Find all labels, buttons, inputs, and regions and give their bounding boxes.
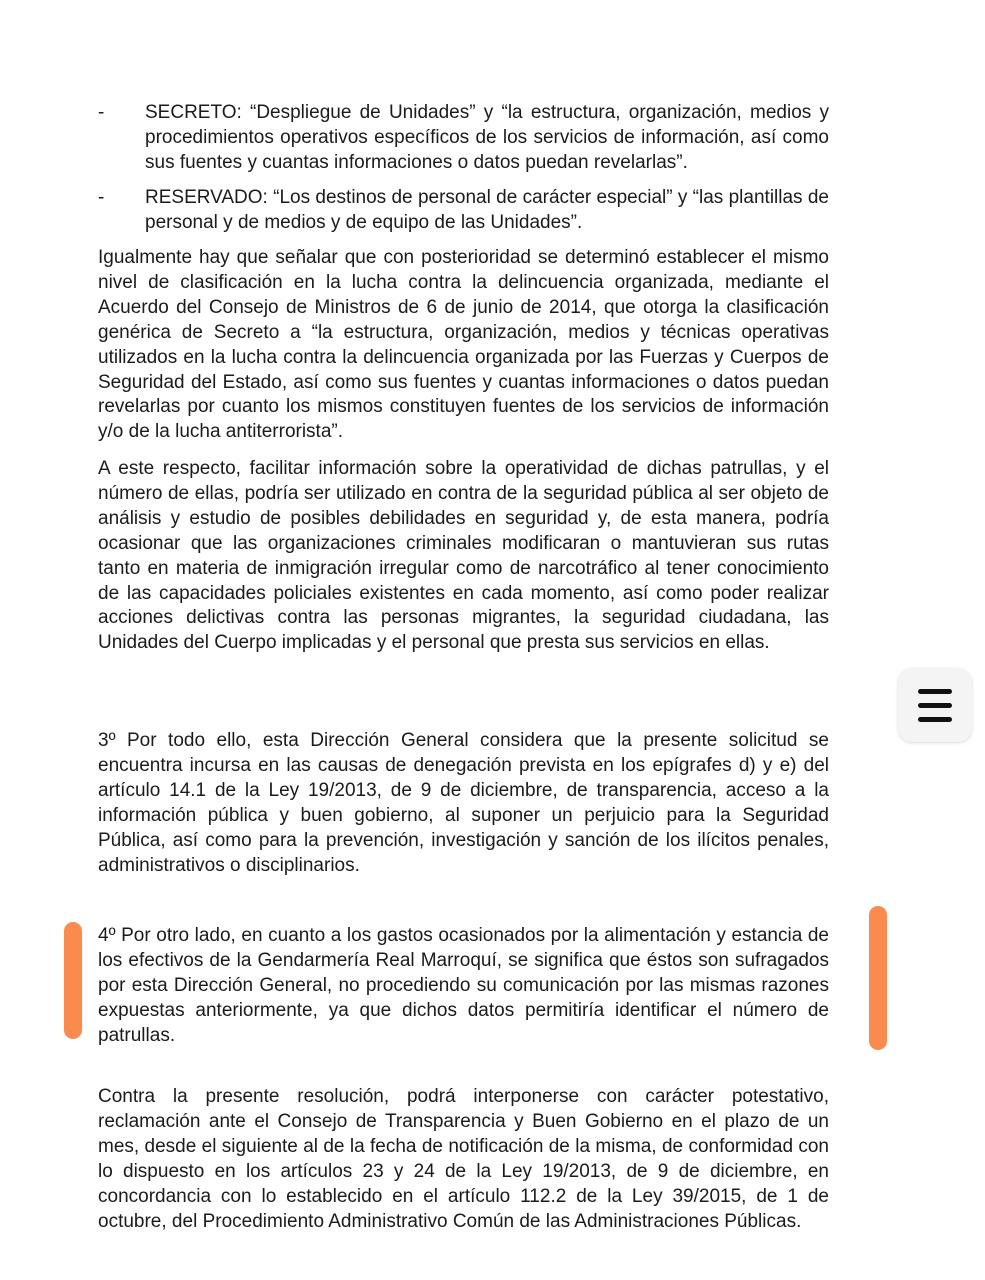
bullet-dash: - xyxy=(98,102,105,123)
highlight-marker-right xyxy=(869,906,887,1050)
paragraph-recurso: Contra la presente resolución, podrá interponerse con carácter potestativo, reclamación ante el Consejo de Transparencia y Buen Gobierno en el plazo de un mes, desde el siguiente al de la fecha de notificación de la misma, de conformidad con lo dispuesto en los artículos 23 y 24 de la Ley 19/2013, de 9 de diciembre, en concordancia con lo establecido en el artículo 112.2 de la Ley 39/2015, de 1 de octubre, del Procedimiento Administrativo Común de las Administraciones Públicas. xyxy=(98,1086,829,1232)
bullet-dash: - xyxy=(98,187,105,208)
paragraph-cuarto: 4º Por otro lado, en cuanto a los gastos ocasionados por la alimentación y estancia de los efectivos de la Gendarmería Real Marroquí, se significa que éstos son sufragados por esta Dirección General, no procediendo su comunicación por las mismas razones expuestas anteriormente, ya que dichos datos permitiría identificar el número de patrullas. xyxy=(98,925,829,1046)
paragraph-tercero: 3º Por todo ello, esta Dirección General considera que la presente solicitud se encuentra incursa en las causas de denegación prevista en los epígrafes d) y e) del artículo 14.1 de la Ley 19/2013, de 9 de diciembre, de transparencia, acceso a la información pública y buen gobierno, al suponer un perjuicio para la Seguridad Pública, así como para la prevención, investigación y sanción de los ilícitos penales, administrativos o disciplinarios. xyxy=(98,730,829,876)
bullet-text-secreto: SECRETO: “Despliegue de Unidades” y “la estructura, organización, medios y procedimientos operativos específicos de los servicios de información, así como sus fuentes y cuantas informaciones o datos puedan revelarlas”. xyxy=(145,102,829,173)
paragraph-operatividad: A este respecto, facilitar información sobre la operatividad de dichas patrullas, y el número de ellas, podría ser utilizado en contra de la seguridad pública al ser objeto de análisis y estudio de posibles debilidades en seguridad y, de esta manera, podría ocasionar que las organizaciones criminales modificaran o mantuvieran sus rutas tanto en materia de inmigración irregular como de narcotráfico al tener conocimiento de las capacidades policiales existentes en cada momento, así como poder realizar acciones delictivas contra las personas migrantes, la seguridad ciudadana, las Unidades del Cuerpo implicadas y el personal que presta sus servicios en ellas. xyxy=(98,458,829,654)
bullet-text-reservado: RESERVADO: “Los destinos de personal de carácter especial” y “las plantillas de personal y de medios y de equipo de las Unidades”. xyxy=(145,187,829,233)
highlight-marker-left xyxy=(64,922,82,1039)
menu-button[interactable] xyxy=(898,668,972,742)
paragraph-clasificacion: Igualmente hay que señalar que con posterioridad se determinó establecer el mismo nivel de clasificación en la lucha contra la delincuencia organizada, mediante el Acuerdo del Consejo de Ministros de 6 de junio de 2014, que otorga la clasificación genérica de Secreto a “la estructura, organización, medios y técnicas operativas utilizados en la lucha contra la delincuencia organizada por las Fuerzas y Cuerpos de Seguridad del Estado, así como sus fuentes y cuantas informaciones o datos puedan revelarlas por cuanto los mismos constituyen fuentes de los servicios de información y/o de la lucha antiterrorista”. xyxy=(98,247,829,443)
